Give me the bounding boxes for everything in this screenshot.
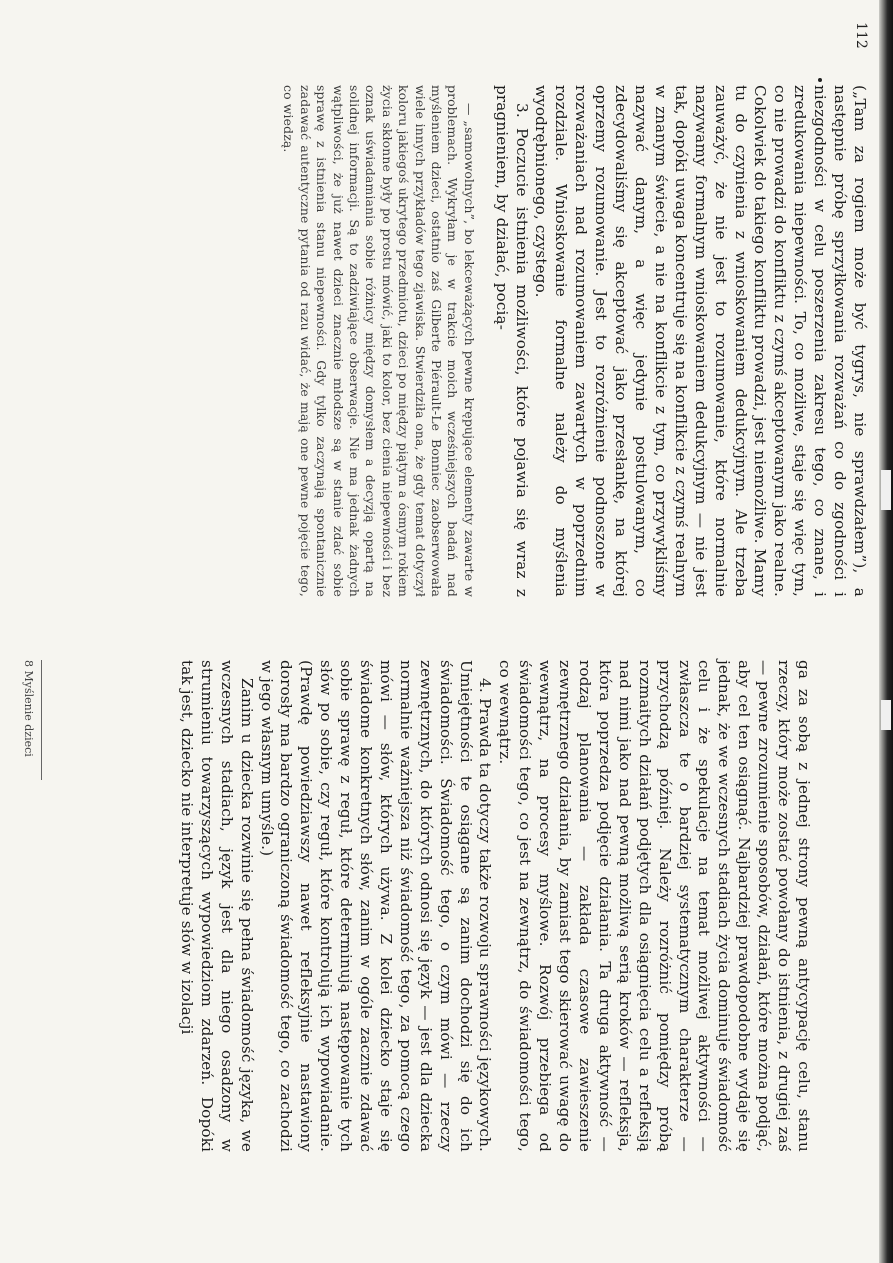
- paragraph: ga za sobą z jednej strony pewną antycypację celu, stanu rzeczy, który może zostać powołany do istnienia, z drugiej zaś — pewne zrozumienie sposobów, działań, które można podjąć, aby cel ten osiągnąć. Najbardziej prawdopodobne wydaje się jednak, że we wczesnych stadiach życia dominuje świadomość celu i że spekulacje na temat możliwej aktywności — zwłaszcza te o bardziej systematycznym charakterze — przychodzą później. Należy rozróżnić pomiędzy próbą rozmaitych działań podjętych dla osiągnięcia celu a refleksją nad nimi jako nad pewną możliwą serią kroków — refleksja, która poprzedza podjęcie działania. Ta druga aktywność — rodzaj planowania — zakłada czasowe zawieszenie zewnętrznego działania, by zamiast tego skierować uwagę do wewnątrz, na procesy myślowe. Rozwój przebiega od świadomości tego, co jest na zewnątrz, do świadomości tego, co wewnątrz.: [496, 660, 813, 1152]
- paragraph: Zanim u dziecka rozwinie się pełna świadomość języka, we wczesnych stadiach, język jest dla niego osadzony w strumieniu towarzyszących wypowiedziom zdarzeń. Dopóki tak jest, dziecko nie interpretuje słów w izolacji: [177, 660, 256, 1152]
- left-column: [280, 85, 869, 597]
- paragraph: („Tam za rogiem może być tygrys, nie sprawdzałem”), a następnie próbę sprzyłkowania rozważań co do zgodności i niezgodności w celu poszerzenia zakresu tego, co znane, i zredukowania niepewności. To, co możliwe, staje się więc tym, co nie prowadzi do konfliktu z czymś akceptowanym jako realne. Cokolwiek do takiego konfliktu prowadzi, jest niemożliwe. Mamy tu do czynienia z wnioskowaniem dedukcyjnym. Ale trzeba zauważyć, że nie jest to rozumowanie, które normalnie nazywamy formalnym wnioskowaniem dedukcyjnym — nie jest tak, dopóki uwaga koncentruje się na konflikcie z czymś realnym w znanym świecie, a nie na konflikcie z tym, co przywykliśmy nazywać danym, a więc jedynie postulowanym, co zdecydowaliśmy się akceptować jako przesłankę, na której oprzemy rozumowanie. Jest to rozróżnienie podnoszone w rozważaniach nad rozumowaniem zawartych w poprzednim rozdziale. Wnioskowanie formalne należy do myślenia wyodrębnionego, czystego.: [532, 85, 869, 597]
- small-paragraph: — „samowolnych”, bo lekceważących pewne krępujące elementy zawarte w problemach. Wykryłam je w trakcie moich wcześniejszych badań nad myśleniem dzieci, ostatnio zaś Gilberte Piérault-Le Bonniec zaobserwowała wiele innych przykładów tego zjawiska. Stwierdziła ona, że gdy temat dotyczył koloru jakiegoś ukrytego przedmiotu, dzieci po między piątym a ósmym rokiem życia skłonne były po prostu mówić, jaki to kolor, bez cienia niepewności i bez oznak uświadamiania sobie różnicy między domysłem a decyzją opartą na solidnej informacji. Są to zadziwiające obserwacje. Nie ma jednak żadnych wątpliwości, że już nawet dzieci znacznie młodsze są w stanie zdać sobie sprawę z istnienia stanu niepewności. Gdy tylko zaczynają spontanicznie zadawać autentyczne pytania od razu widać, że mają one pewne pojęcie tego, co wiedzą.: [281, 85, 477, 597]
- footnote-rule: [41, 660, 42, 780]
- footnote: 8 Myślenie dzieci: [22, 660, 35, 757]
- paragraph: 3. Poczucie istnienia możliwości, które pojawia się wraz z pragnieniem, by działać, pocią-: [492, 85, 531, 597]
- page-number: 112: [853, 22, 869, 49]
- paragraph: 4. Prawda ta dotyczy także rozwoju sprawności językowych. Umiejętności te osiągane są zanim dochodzi się do ich świadomości. Świadomość tego, o czym mówi — rzeczy zewnętrznych, do których odnosi się język — jest dla dziecka normalnie ważniejsza niż świadomość tego, za pomocą czego mówi — słów, których używa. Z kolei dziecko staje się świadome konkretnych słów, zanim w ogóle zacznie zdawać sobie sprawę z reguł, które determinują następowanie tych słów po sobie, czy reguł, które kontrolują ich wypowiadanie. (Prawdę powiedziawszy nawet refleksyjnie nastawiony dorosły ma bardzo ograniczoną świadomość tego, co zachodzi w jego własnym umyśle.): [257, 660, 495, 1152]
- right-column: [176, 660, 813, 1152]
